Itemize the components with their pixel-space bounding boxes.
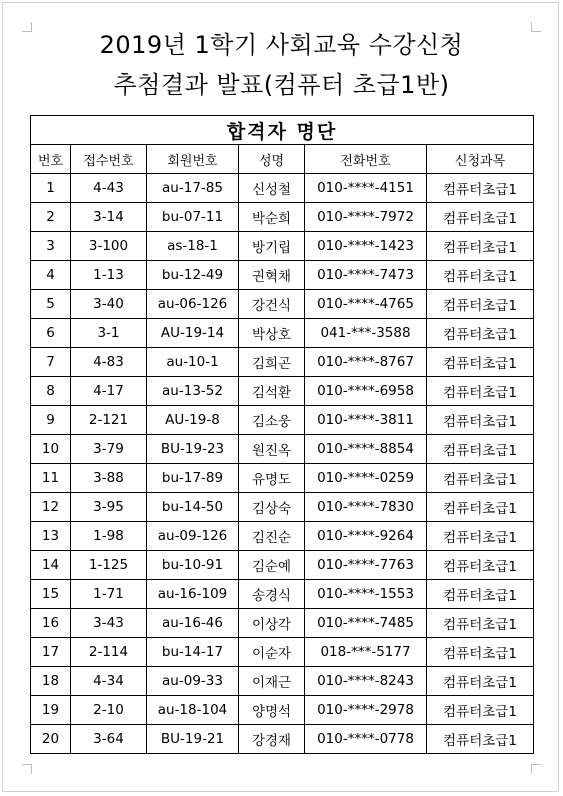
- table-row: [31, 667, 534, 696]
- cell-name: 유명도: [239, 464, 305, 493]
- cell-member-number: bu-14-50: [147, 493, 239, 522]
- table-row: [31, 203, 534, 232]
- cell-name: 이상각: [239, 609, 305, 638]
- cell-course: 컴퓨터초급1: [427, 493, 534, 522]
- cell-receipt-number: 4-17: [71, 377, 147, 406]
- table-row: [31, 406, 534, 435]
- table-caption: 합격자 명단: [31, 116, 534, 145]
- cell-member-number: BU-19-23: [147, 435, 239, 464]
- cell-receipt-number: 3-64: [71, 725, 147, 754]
- cell-number: 14: [31, 551, 71, 580]
- table-row: [31, 551, 534, 580]
- cell-number: 8: [31, 377, 71, 406]
- cell-name: 권혁채: [239, 261, 305, 290]
- cell-receipt-number: 4-83: [71, 348, 147, 377]
- cell-course: 컴퓨터초급1: [427, 377, 534, 406]
- cell-name: 김석환: [239, 377, 305, 406]
- roster-table: [30, 115, 534, 754]
- table-row: [31, 696, 534, 725]
- table-row: [31, 725, 534, 754]
- cell-course: 컴퓨터초급1: [427, 667, 534, 696]
- cell-name: 방기립: [239, 232, 305, 261]
- cell-phone: 010-****-4765: [305, 290, 427, 319]
- cell-course: 컴퓨터초급1: [427, 725, 534, 754]
- cell-name: 이순자: [239, 638, 305, 667]
- cell-receipt-number: 3-14: [71, 203, 147, 232]
- table-row: [31, 377, 534, 406]
- cell-name: 박상호: [239, 319, 305, 348]
- cell-name: 김진순: [239, 522, 305, 551]
- table-row: [31, 232, 534, 261]
- cell-name: 김소웅: [239, 406, 305, 435]
- cell-number: 13: [31, 522, 71, 551]
- cell-course: 컴퓨터초급1: [427, 638, 534, 667]
- cell-name: 김순예: [239, 551, 305, 580]
- cell-member-number: AU-19-8: [147, 406, 239, 435]
- cell-member-number: au-16-109: [147, 580, 239, 609]
- cell-number: 7: [31, 348, 71, 377]
- cell-number: 20: [31, 725, 71, 754]
- cell-number: 15: [31, 580, 71, 609]
- cell-name: 송경식: [239, 580, 305, 609]
- cell-receipt-number: 2-10: [71, 696, 147, 725]
- cell-phone: 010-****-7763: [305, 551, 427, 580]
- table-row: [31, 348, 534, 377]
- table-row: [31, 609, 534, 638]
- cell-name: 강건식: [239, 290, 305, 319]
- cell-number: 3: [31, 232, 71, 261]
- table-row: [31, 435, 534, 464]
- cell-name: 이재근: [239, 667, 305, 696]
- cell-number: 18: [31, 667, 71, 696]
- cell-member-number: BU-19-21: [147, 725, 239, 754]
- column-header-phone: 전화번호: [305, 145, 427, 174]
- cell-receipt-number: 3-43: [71, 609, 147, 638]
- cell-phone: 010-****-9264: [305, 522, 427, 551]
- cell-member-number: au-18-104: [147, 696, 239, 725]
- cell-name: 양명석: [239, 696, 305, 725]
- cell-receipt-number: 3-79: [71, 435, 147, 464]
- column-header-course: 신청과목: [427, 145, 534, 174]
- cell-phone: 010-****-8854: [305, 435, 427, 464]
- cell-course: 컴퓨터초급1: [427, 261, 534, 290]
- cell-name: 박순희: [239, 203, 305, 232]
- cell-number: 5: [31, 290, 71, 319]
- document-title: 2019년 1학기 사회교육 수강신청: [99, 31, 464, 59]
- cell-course: 컴퓨터초급1: [427, 696, 534, 725]
- cell-number: 17: [31, 638, 71, 667]
- cell-phone: 010-****-7830: [305, 493, 427, 522]
- cell-receipt-number: 2-114: [71, 638, 147, 667]
- table-row: [31, 319, 534, 348]
- cell-receipt-number: 3-40: [71, 290, 147, 319]
- cell-number: 11: [31, 464, 71, 493]
- cell-course: 컴퓨터초급1: [427, 609, 534, 638]
- cell-phone: 010-****-7485: [305, 609, 427, 638]
- cell-number: 12: [31, 493, 71, 522]
- cell-phone: 010-****-1423: [305, 232, 427, 261]
- table-row: [31, 290, 534, 319]
- cell-receipt-number: 3-95: [71, 493, 147, 522]
- corner-mark-bottom-right: [531, 764, 541, 774]
- cell-phone: 010-****-4151: [305, 174, 427, 203]
- cell-receipt-number: 1-13: [71, 261, 147, 290]
- corner-mark-bottom-left: [22, 764, 32, 774]
- cell-course: 컴퓨터초급1: [427, 551, 534, 580]
- cell-course: 컴퓨터초급1: [427, 203, 534, 232]
- cell-member-number: au-09-33: [147, 667, 239, 696]
- cell-name: 원진옥: [239, 435, 305, 464]
- cell-member-number: as-18-1: [147, 232, 239, 261]
- cell-phone: 010-****-8243: [305, 667, 427, 696]
- cell-number: 2: [31, 203, 71, 232]
- cell-number: 16: [31, 609, 71, 638]
- cell-receipt-number: 4-34: [71, 667, 147, 696]
- column-header-receipt: 접수번호: [71, 145, 147, 174]
- cell-receipt-number: 3-1: [71, 319, 147, 348]
- cell-receipt-number: 1-125: [71, 551, 147, 580]
- cell-member-number: au-09-126: [147, 522, 239, 551]
- cell-number: 6: [31, 319, 71, 348]
- column-header-name: 성명: [239, 145, 305, 174]
- cell-course: 컴퓨터초급1: [427, 174, 534, 203]
- cell-number: 9: [31, 406, 71, 435]
- cell-phone: 010-****-0778: [305, 725, 427, 754]
- cell-phone: 010-****-7972: [305, 203, 427, 232]
- table-header-row: [31, 145, 534, 174]
- cell-course: 컴퓨터초급1: [427, 232, 534, 261]
- cell-number: 19: [31, 696, 71, 725]
- cell-receipt-number: 2-121: [71, 406, 147, 435]
- cell-member-number: bu-07-11: [147, 203, 239, 232]
- cell-course: 컴퓨터초급1: [427, 348, 534, 377]
- table-body: [31, 174, 534, 754]
- cell-member-number: AU-19-14: [147, 319, 239, 348]
- cell-name: 김희곤: [239, 348, 305, 377]
- cell-phone: 018-***-5177: [305, 638, 427, 667]
- cell-course: 컴퓨터초급1: [427, 435, 534, 464]
- cell-phone: 010-****-0259: [305, 464, 427, 493]
- cell-number: 1: [31, 174, 71, 203]
- cell-phone: 010-****-3811: [305, 406, 427, 435]
- cell-course: 컴퓨터초급1: [427, 319, 534, 348]
- cell-name: 김상숙: [239, 493, 305, 522]
- cell-name: 신성철: [239, 174, 305, 203]
- cell-member-number: au-17-85: [147, 174, 239, 203]
- table-row: [31, 464, 534, 493]
- cell-receipt-number: 4-43: [71, 174, 147, 203]
- cell-course: 컴퓨터초급1: [427, 464, 534, 493]
- cell-member-number: bu-17-89: [147, 464, 239, 493]
- cell-name: 강경재: [239, 725, 305, 754]
- cell-member-number: au-10-1: [147, 348, 239, 377]
- cell-receipt-number: 1-71: [71, 580, 147, 609]
- cell-phone: 010-****-8767: [305, 348, 427, 377]
- table-row: [31, 580, 534, 609]
- cell-member-number: bu-10-91: [147, 551, 239, 580]
- cell-member-number: au-06-126: [147, 290, 239, 319]
- cell-phone: 010-****-1553: [305, 580, 427, 609]
- cell-phone: 041-***-3588: [305, 319, 427, 348]
- column-header-member: 회원번호: [147, 145, 239, 174]
- table-row: [31, 638, 534, 667]
- table-row: [31, 522, 534, 551]
- cell-course: 컴퓨터초급1: [427, 406, 534, 435]
- cell-phone: 010-****-7473: [305, 261, 427, 290]
- cell-member-number: au-16-46: [147, 609, 239, 638]
- cell-receipt-number: 3-100: [71, 232, 147, 261]
- column-header-number: 번호: [31, 145, 71, 174]
- cell-member-number: au-13-52: [147, 377, 239, 406]
- cell-phone: 010-****-6958: [305, 377, 427, 406]
- cell-course: 컴퓨터초급1: [427, 290, 534, 319]
- cell-member-number: bu-14-17: [147, 638, 239, 667]
- cell-number: 4: [31, 261, 71, 290]
- cell-number: 10: [31, 435, 71, 464]
- table-row: [31, 261, 534, 290]
- cell-receipt-number: 1-98: [71, 522, 147, 551]
- document-subtitle: 추첨결과 발표(컴퓨터 초급1반): [113, 71, 450, 99]
- table-row: [31, 493, 534, 522]
- cell-member-number: bu-12-49: [147, 261, 239, 290]
- cell-phone: 010-****-2978: [305, 696, 427, 725]
- cell-course: 컴퓨터초급1: [427, 580, 534, 609]
- cell-course: 컴퓨터초급1: [427, 522, 534, 551]
- table-row: [31, 174, 534, 203]
- cell-receipt-number: 3-88: [71, 464, 147, 493]
